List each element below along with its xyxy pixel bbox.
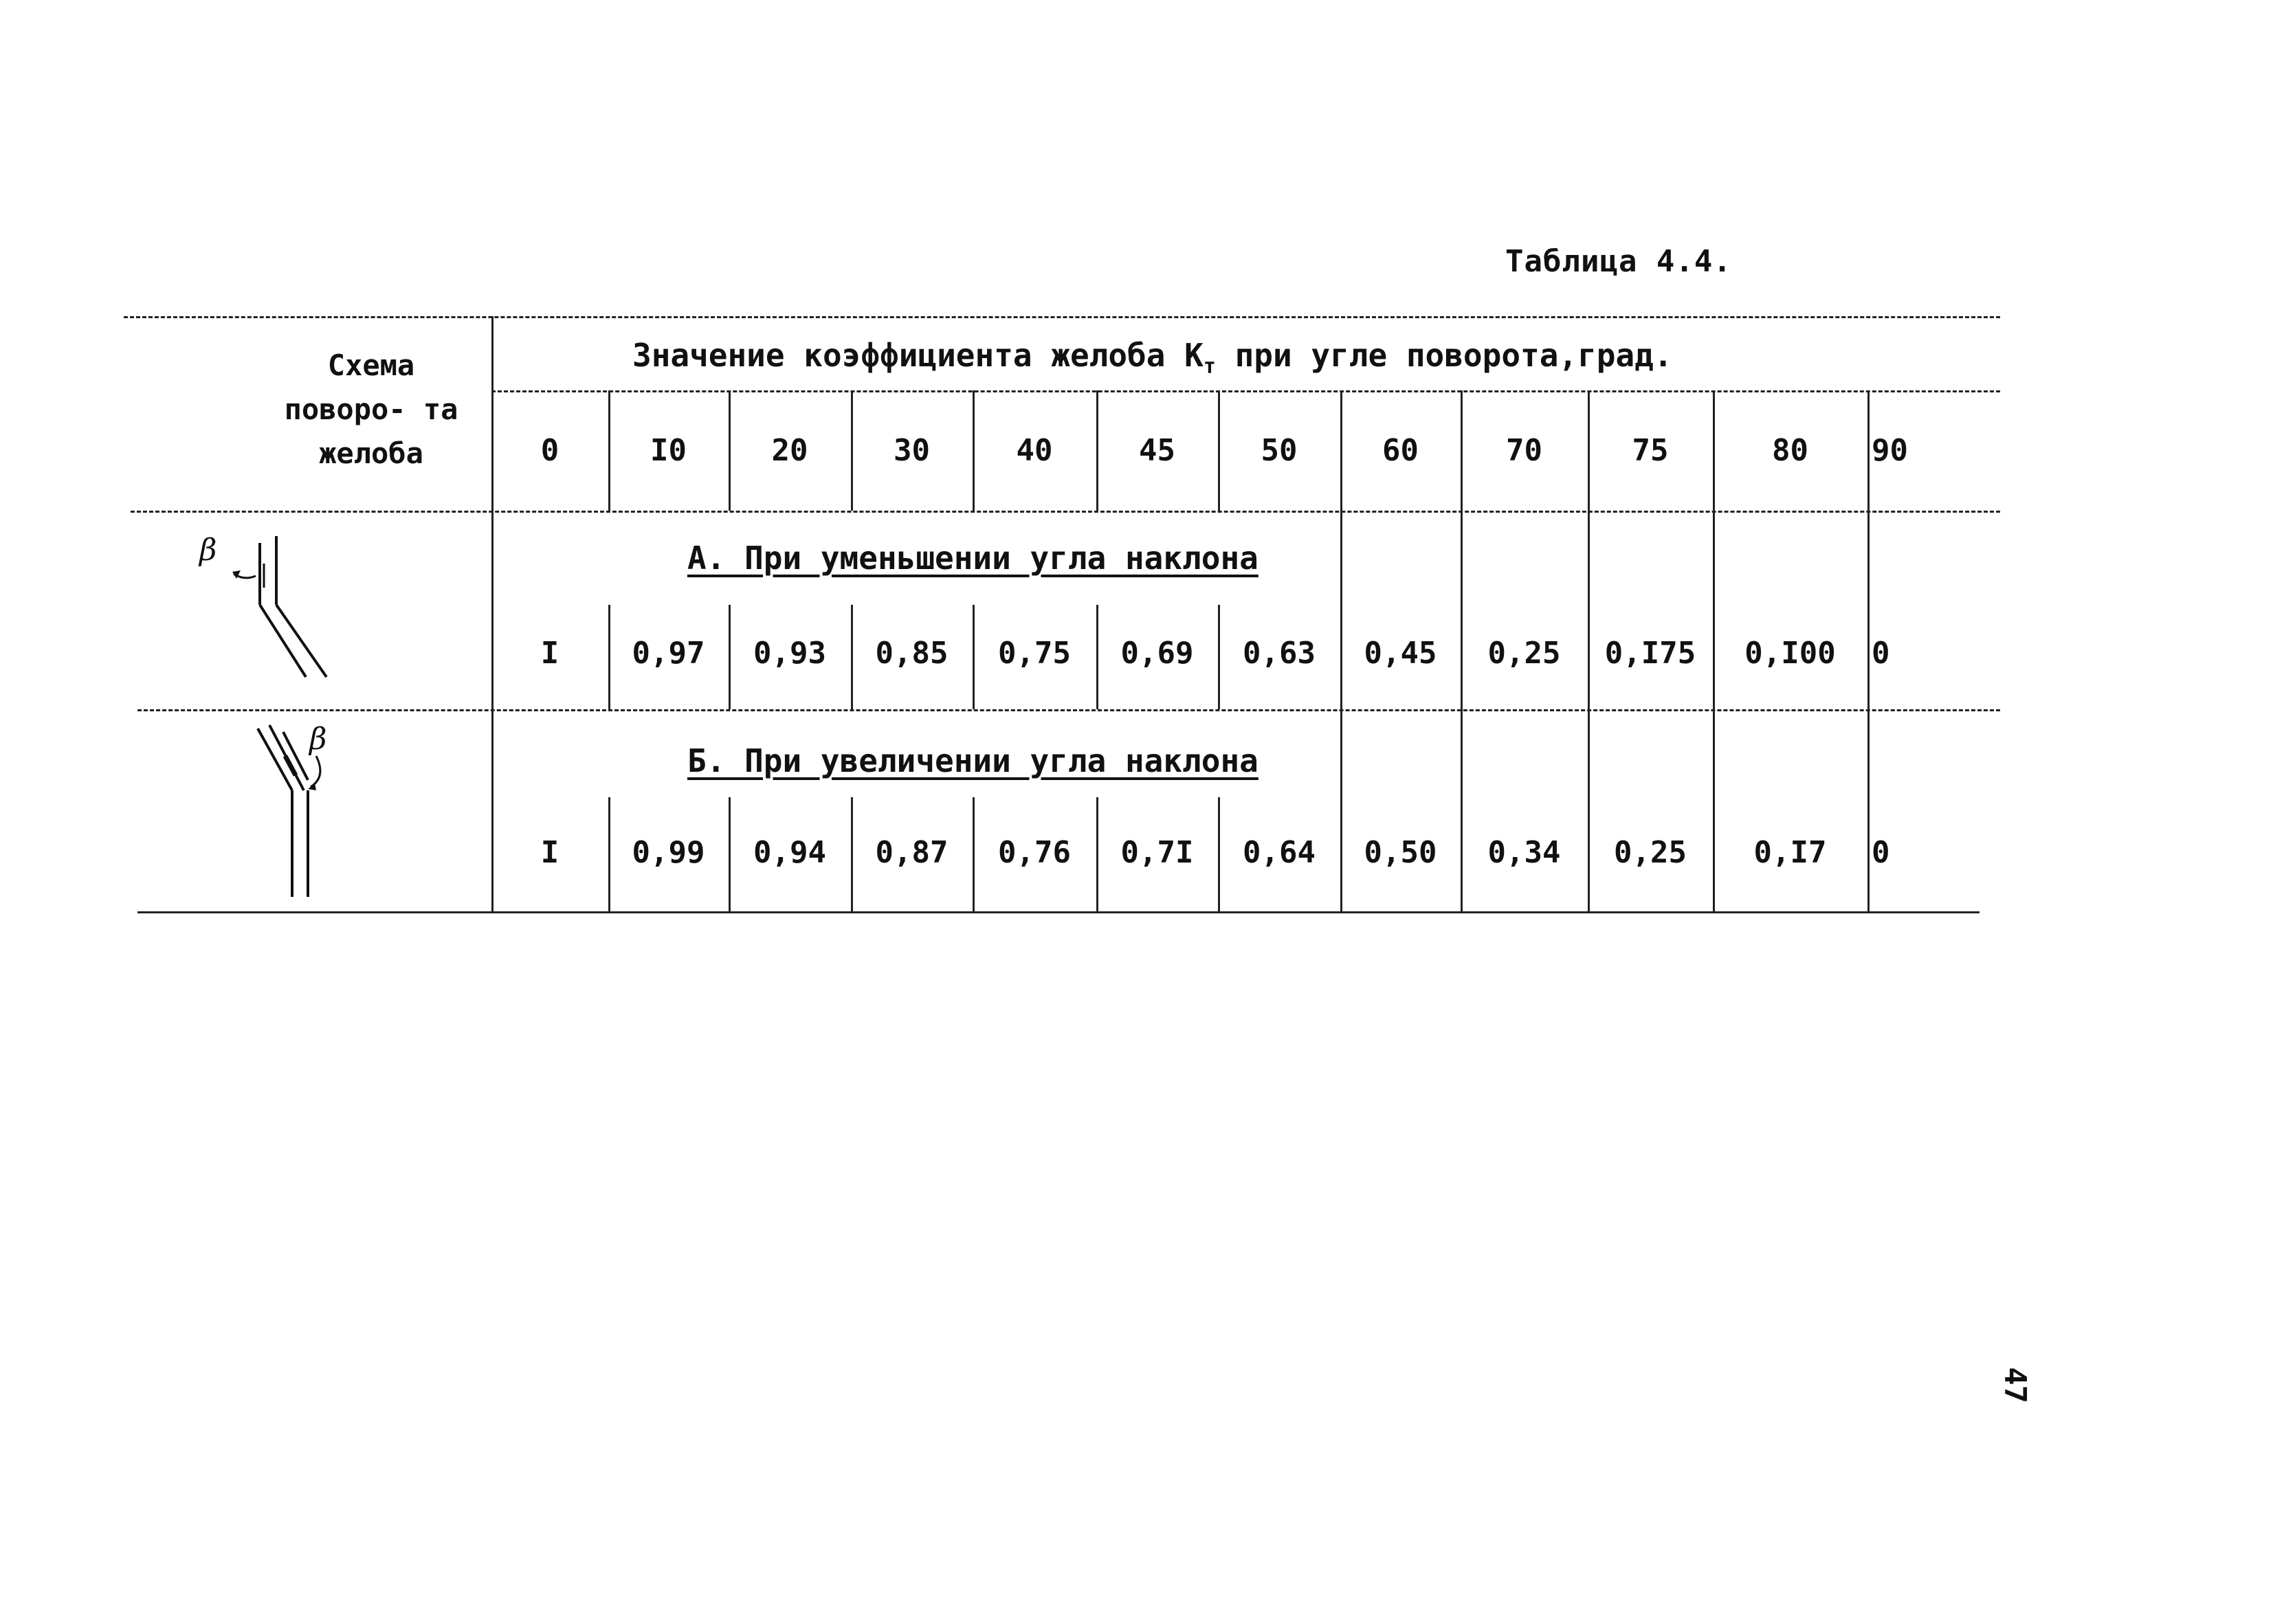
value-a-60: 0,45 [1364,635,1437,671]
angle-header-70: 70 [1506,432,1542,468]
beta-label-b: β [309,722,327,757]
value-b-45: 0,7I [1120,834,1194,870]
table-heading [632,337,1673,379]
angle-header-30: 30 [894,432,930,468]
section-b-title: Б. При увеличении угла наклона [687,742,1259,779]
heading-rest: при угле поворота,град. [1215,337,1673,374]
value-b-30: 0,87 [875,834,949,870]
value-a-10: 0,97 [632,635,705,671]
value-a-70: 0,25 [1487,635,1561,671]
value-b-20: 0,94 [753,834,826,870]
value-b-80: 0,I7 [1753,834,1827,870]
value-b-75: 0,25 [1614,834,1687,870]
value-a-30: 0,85 [875,635,949,671]
value-b-0: I [540,834,559,870]
section-a-title: А. При уменьшении угла наклона [687,540,1259,577]
chute-decrease-angle-icon [192,522,419,694]
beta-label-a: β [199,533,217,568]
value-b-70: 0,34 [1487,834,1561,870]
heading-main: Значение коэффициента желоба К [632,337,1204,374]
table-caption: Таблица 4.4. [1505,244,1732,279]
angle-header-90: 90 [1872,432,1908,468]
schema-header: Схема поворо- та желоба [284,348,458,470]
value-a-0: I [540,635,559,671]
angle-header-40: 40 [1016,432,1053,468]
value-a-75: 0,I75 [1604,635,1696,671]
angle-header-60: 60 [1382,432,1419,468]
value-a-90: 0 [1872,635,1890,671]
value-a-40: 0,75 [998,635,1071,671]
angle-header-10: I0 [650,432,687,468]
chute-increase-angle-icon [192,715,419,907]
table-bottom-rule [137,911,1980,913]
value-a-80: 0,I00 [1744,635,1836,671]
coefficient-table [124,316,2000,917]
value-b-40: 0,76 [998,834,1071,870]
angle-header-80: 80 [1772,432,1808,468]
value-b-50: 0,64 [1243,834,1316,870]
header-bottom-rule [131,511,2000,513]
section-divider-rule [137,709,2000,711]
angle-header-50: 50 [1261,432,1298,468]
value-a-20: 0,93 [753,635,826,671]
table-top-rule [124,316,2000,318]
angle-header-75: 75 [1632,432,1669,468]
value-b-10: 0,99 [632,834,705,870]
value-a-45: 0,69 [1120,635,1194,671]
angle-header-20: 20 [771,432,808,468]
angle-header-45: 45 [1139,432,1175,468]
page-number: 47 [1997,1367,2032,1403]
heading-subscript: т [1203,355,1216,379]
value-a-50: 0,63 [1243,635,1316,671]
angle-header-0: 0 [540,432,559,468]
heading-rule [491,390,2000,392]
value-b-60: 0,50 [1364,834,1437,870]
value-b-90: 0 [1872,834,1890,870]
